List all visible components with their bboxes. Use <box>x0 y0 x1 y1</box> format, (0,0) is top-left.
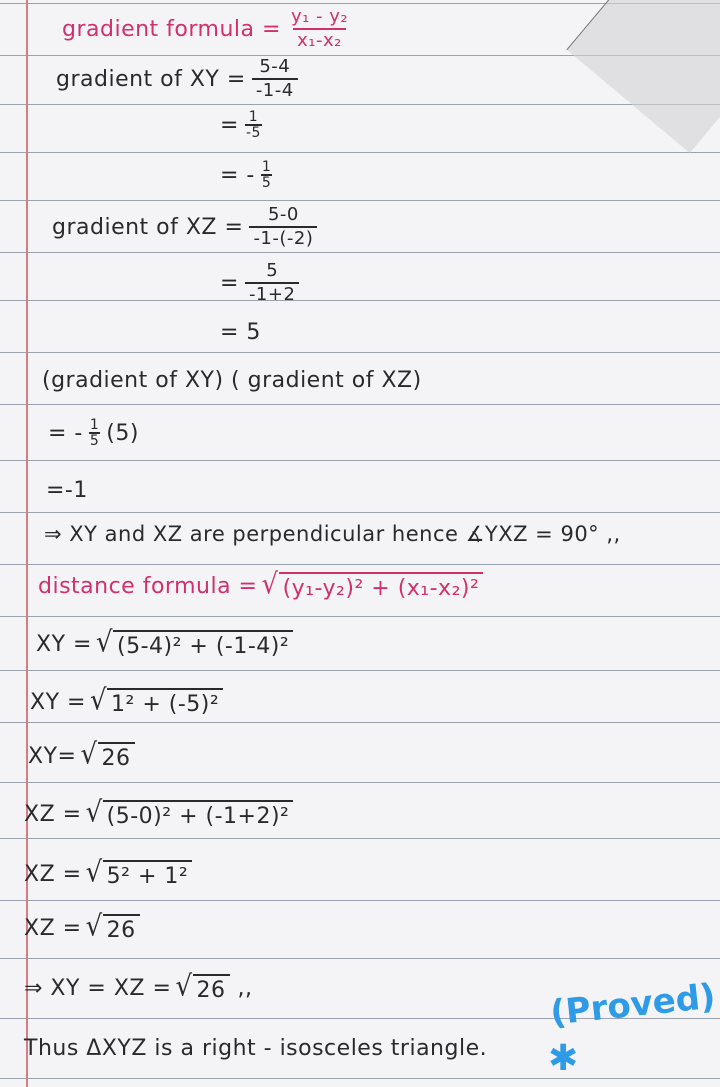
final-conclusion <box>24 1036 487 1061</box>
result-text: = 5 <box>220 320 261 345</box>
gradient-formula-label: gradient formula = <box>62 16 281 42</box>
final-text: Thus ΔXYZ is a right - isosceles triangle. <box>24 1036 488 1061</box>
equal-sides-line <box>24 970 253 1004</box>
conclusion-text: ⇒ XY and XZ are perpendicular hence ∡YXZ = 90° ,, <box>44 522 621 546</box>
ruled-line <box>0 460 720 461</box>
denominator: 5 <box>89 433 100 449</box>
ruled-line <box>0 152 720 153</box>
product-result <box>46 478 88 503</box>
end-mark: ,, <box>237 976 253 1001</box>
xy-label: XY= <box>28 744 77 769</box>
numerator: 1 <box>261 159 272 175</box>
ruled-line <box>0 670 720 671</box>
fraction <box>245 110 262 140</box>
square-root: √ (5-0)² + (-1+2)² <box>86 800 294 829</box>
xy-distance-step1 <box>30 684 223 718</box>
ruled-line <box>0 252 720 253</box>
xz-label: XZ = <box>24 802 82 827</box>
numerator: 5 <box>266 260 279 281</box>
ruled-line <box>0 958 720 959</box>
ruled-line <box>0 722 720 723</box>
ruled-line <box>0 200 720 201</box>
ruled-line <box>0 564 720 565</box>
denominator: -1+2 <box>245 282 299 304</box>
square-root: √ 26 <box>86 914 140 943</box>
radicand: 26 <box>98 742 135 771</box>
ruled-line <box>0 300 720 301</box>
numerator: 5-0 <box>267 204 299 225</box>
fraction <box>245 262 299 304</box>
denominator: x₁-x₂ <box>293 28 346 50</box>
ruled-line <box>0 352 720 353</box>
xy-distance-line <box>36 626 293 660</box>
equals-sign: = <box>220 270 239 296</box>
fraction <box>249 206 317 248</box>
ruled-line <box>0 838 720 839</box>
numerator: 5-4 <box>259 56 291 77</box>
product-text: (gradient of XY) ( gradient of XZ) <box>42 368 422 393</box>
square-root: √ 26 <box>80 742 134 771</box>
perpendicular-conclusion <box>44 522 621 546</box>
ruled-line <box>0 512 720 513</box>
fraction <box>261 160 272 190</box>
gradient-xz-result <box>220 320 261 345</box>
denominator: -1-(-2) <box>249 226 317 248</box>
ruled-line <box>0 782 720 783</box>
numerator: 1 <box>248 109 259 125</box>
ruled-line <box>0 1078 720 1079</box>
xy-label: XY = <box>30 690 86 715</box>
star-icon: ✱ <box>548 1038 579 1079</box>
ruled-line <box>0 900 720 901</box>
distance-formula-label: distance formula = <box>38 574 258 599</box>
radicand: 1² + (-5)² <box>107 688 223 717</box>
xz-label: XZ = <box>24 916 82 941</box>
equals-sign: = - <box>220 162 255 188</box>
fraction <box>287 8 352 50</box>
proved-annotation: (Proved) <box>548 976 718 1034</box>
gradient-xy-step2 <box>220 160 278 190</box>
numerator: y₁ - y₂ <box>290 6 349 27</box>
xy-label: XY = <box>36 632 92 657</box>
gradient-formula-line <box>62 8 358 50</box>
xz-distance-result <box>24 910 140 944</box>
radicand: (5-4)² + (-1-4)² <box>113 630 293 659</box>
gradient-xz-line <box>52 206 323 248</box>
square-root: √ 1² + (-5)² <box>90 688 223 717</box>
result-text: =-1 <box>46 478 88 503</box>
radicand: 26 <box>103 914 140 943</box>
denominator: -5 <box>245 125 261 141</box>
radicand: 5² + 1² <box>103 860 193 889</box>
xy-distance-result <box>28 738 135 772</box>
gradient-xy-step1 <box>220 110 268 140</box>
xz-distance-line <box>24 796 293 830</box>
ruler <box>566 0 720 153</box>
equals-sign: = - <box>48 420 83 446</box>
multiplier-text: (5) <box>106 420 139 446</box>
square-root: √ 5² + 1² <box>86 860 193 889</box>
xz-distance-step1 <box>24 856 192 890</box>
radicand: 26 <box>193 974 230 1003</box>
gradient-xz-label: gradient of XZ = <box>52 214 244 240</box>
ruled-line <box>0 104 720 105</box>
product-line <box>42 368 422 393</box>
denominator: -1-4 <box>252 78 298 100</box>
distance-formula-line <box>38 568 483 602</box>
gradient-xy-label: gradient of XY = <box>56 66 246 92</box>
fraction <box>252 58 298 100</box>
radicand: (5-0)² + (-1+2)² <box>103 800 294 829</box>
square-root: √ (5-4)² + (-1-4)² <box>96 630 293 659</box>
product-step1 <box>48 418 139 448</box>
ruled-line <box>0 404 720 405</box>
equals-sign: = <box>220 112 239 138</box>
square-root: √ 26 <box>175 974 229 1003</box>
equal-sides-label: ⇒ XY = XZ = <box>24 976 172 1001</box>
square-root: √ (y₁-y₂)² + (x₁-x₂)² <box>261 572 483 601</box>
gradient-xy-line <box>56 58 304 100</box>
xz-label: XZ = <box>24 862 82 887</box>
gradient-xz-step1 <box>220 262 305 304</box>
radicand: (y₁-y₂)² + (x₁-x₂)² <box>279 572 484 601</box>
numerator: 1 <box>89 417 100 433</box>
denominator: 5 <box>261 175 272 191</box>
fraction <box>89 418 100 448</box>
ruled-line <box>0 616 720 617</box>
